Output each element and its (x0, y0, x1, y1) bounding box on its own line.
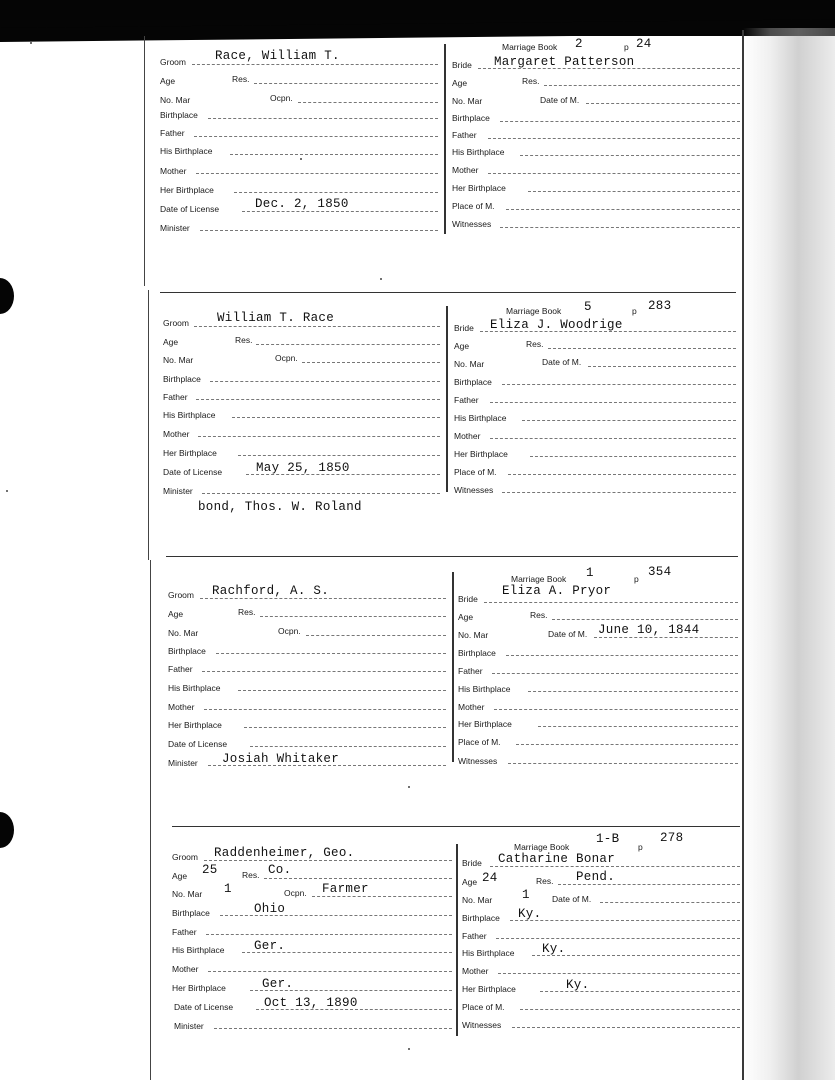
bride-no-mar-label: No. Mar (454, 359, 485, 369)
field-line (234, 192, 438, 193)
bride-birthplace-label: Birthplace (462, 913, 500, 923)
age-label: Age (168, 609, 184, 619)
field-line (492, 673, 738, 674)
card-top-rule (166, 556, 738, 557)
date-of-license-value: May 25, 1850 (256, 461, 350, 475)
bride-no-mar-label: No. Mar (452, 96, 483, 106)
bride-res-label: Res. (522, 76, 540, 86)
punch-hole (0, 812, 14, 848)
groom-ocpn-value: Farmer (322, 882, 369, 896)
field-line (196, 173, 438, 174)
field-line (256, 344, 440, 345)
groom-birthplace-value: Ohio (254, 902, 286, 916)
field-line (312, 896, 452, 897)
groom-name: William T. Race (217, 311, 335, 325)
bride-label: Bride (454, 323, 474, 333)
field-line (192, 64, 438, 65)
field-line (204, 709, 446, 710)
marriage-book-number: 5 (584, 300, 592, 314)
bride-her-birthplace-label: Her Birthplace (458, 719, 512, 729)
page-label: p (634, 574, 639, 584)
film-speck (408, 786, 410, 788)
card-divider (452, 572, 454, 762)
witnesses-label: Witnesses (454, 485, 494, 495)
field-line (532, 955, 740, 956)
bride-name: Catharine Bonar (498, 852, 616, 866)
field-line (540, 991, 740, 992)
film-speck (30, 42, 32, 44)
field-line (208, 971, 452, 972)
date-of-m-label: Date of M. (540, 95, 580, 105)
film-speck (408, 1048, 410, 1050)
field-line (216, 653, 446, 654)
bride-label: Bride (458, 594, 478, 604)
minister-label: Minister (163, 486, 193, 496)
groom-no-mar-value: 1 (224, 882, 232, 896)
no-mar-label: No. Mar (172, 889, 203, 899)
field-line (196, 399, 440, 400)
age-label: Age (160, 76, 176, 86)
field-line (490, 402, 736, 403)
bride-date-of-m-value: June 10, 1844 (598, 623, 700, 637)
page-label: p (624, 42, 629, 52)
field-line (586, 103, 740, 104)
field-line (548, 348, 736, 349)
field-line (544, 85, 740, 86)
field-line (264, 878, 452, 879)
date-of-m-label: Date of M. (542, 357, 582, 367)
bride-mother-label: Mother (458, 702, 485, 712)
no-mar-label: No. Mar (168, 628, 199, 638)
field-line (206, 934, 452, 935)
field-line (494, 709, 738, 710)
minister-label: Minister (168, 758, 198, 768)
ocpn-label: Ocpn. (275, 353, 298, 363)
field-line (230, 154, 438, 155)
card-left-edge (144, 36, 145, 286)
bond-note: bond, Thos. W. Roland (198, 500, 362, 514)
minister-name: Josiah Whitaker (222, 752, 340, 766)
his-birthplace-label: His Birthplace (172, 945, 225, 955)
field-line (200, 598, 446, 599)
field-line (242, 211, 438, 212)
field-line (214, 1028, 452, 1029)
groom-name: Raddenheimer, Geo. (214, 846, 355, 860)
bride-name: Eliza A. Pryor (502, 584, 612, 598)
card-divider (444, 44, 446, 234)
field-line (588, 366, 736, 367)
mother-label: Mother (163, 429, 190, 439)
field-line (512, 1027, 740, 1028)
marriage-book-number: 2 (575, 37, 583, 51)
groom-age-value: 25 (202, 863, 218, 877)
field-line (538, 726, 738, 727)
marriage-book-label: Marriage Book (511, 574, 567, 584)
his-birthplace-label: His Birthplace (163, 410, 216, 420)
field-line (200, 230, 438, 231)
page-number: 24 (636, 37, 652, 51)
place-of-m-label: Place of M. (462, 1002, 505, 1012)
field-line (488, 138, 740, 139)
minister-label: Minister (160, 223, 190, 233)
age-label: Age (172, 871, 188, 881)
field-line (238, 690, 446, 691)
marriage-card-4 (172, 826, 740, 1036)
field-line (204, 860, 452, 861)
field-line (298, 102, 438, 103)
field-line (484, 602, 738, 603)
his-birthplace-label: His Birthplace (160, 146, 213, 156)
field-line (306, 635, 446, 636)
field-line (522, 420, 736, 421)
mother-label: Mother (160, 166, 187, 176)
page-label: p (632, 306, 637, 316)
field-line (506, 209, 740, 210)
bride-mother-label: Mother (462, 966, 489, 976)
ocpn-label: Ocpn. (270, 93, 293, 103)
field-line (558, 884, 740, 885)
bride-her-birthplace-label: Her Birthplace (462, 984, 516, 994)
card-top-rule (160, 292, 736, 293)
date-of-license-value: Dec. 2, 1850 (255, 197, 349, 211)
father-label: Father (168, 664, 193, 674)
field-line (232, 417, 440, 418)
date-of-m-label: Date of M. (552, 894, 592, 904)
field-line (516, 744, 738, 745)
field-line (194, 136, 438, 137)
her-birthplace-label: Her Birthplace (163, 448, 217, 458)
field-line (202, 671, 446, 672)
field-line (260, 616, 446, 617)
field-line (502, 384, 736, 385)
bride-name: Eliza J. Woodrige (490, 318, 623, 332)
marriage-card-3 (166, 556, 738, 768)
date-of-license-label: Date of License (168, 739, 228, 749)
field-line (202, 493, 440, 494)
field-line (508, 474, 736, 475)
film-right-edge (743, 28, 835, 1080)
field-line (194, 326, 440, 327)
her-birthplace-label: Her Birthplace (160, 185, 214, 195)
bride-father-label: Father (454, 395, 479, 405)
bride-birthplace-label: Birthplace (458, 648, 496, 658)
date-of-license-label: Date of License (174, 1002, 234, 1012)
no-mar-label: No. Mar (163, 355, 194, 365)
res-label: Res. (238, 607, 256, 617)
bride-mother-label: Mother (454, 431, 481, 441)
date-of-license-value: Oct 13, 1890 (264, 996, 358, 1010)
field-line (238, 455, 440, 456)
minister-label: Minister (174, 1021, 204, 1031)
birthplace-label: Birthplace (160, 110, 198, 120)
witnesses-label: Witnesses (452, 219, 492, 229)
groom-label: Groom (168, 590, 194, 600)
card-left-edge (150, 560, 151, 1080)
bride-label: Bride (462, 858, 482, 868)
field-line (520, 1009, 740, 1010)
age-label: Age (163, 337, 179, 347)
field-line (508, 763, 738, 764)
place-of-m-label: Place of M. (452, 201, 495, 211)
bride-name: Margaret Patterson (494, 55, 635, 69)
bride-her-birthplace-label: Her Birthplace (454, 449, 508, 459)
mother-label: Mother (172, 964, 199, 974)
father-label: Father (163, 392, 188, 402)
page-label: p (638, 842, 643, 852)
field-line (220, 915, 452, 916)
marriage-card-1 (158, 37, 740, 234)
punch-hole (0, 278, 14, 314)
date-of-license-label: Date of License (163, 467, 223, 477)
res-label: Res. (232, 74, 250, 84)
field-line (480, 331, 736, 332)
witnesses-label: Witnesses (458, 756, 498, 766)
film-speck (380, 278, 382, 280)
field-line (530, 456, 736, 457)
groom-label: Groom (160, 57, 186, 67)
res-label: Res. (242, 870, 260, 880)
groom-name: Rachford, A. S. (212, 584, 330, 598)
bride-his-birthplace-label: His Birthplace (452, 147, 505, 157)
field-line (302, 362, 440, 363)
birthplace-label: Birthplace (163, 374, 201, 384)
marriage-book-number: 1 (586, 566, 594, 580)
field-line (490, 866, 740, 867)
field-line (208, 118, 438, 119)
bride-res-label: Res. (536, 876, 554, 886)
field-line (478, 68, 740, 69)
bride-no-mar-label: No. Mar (462, 895, 493, 905)
place-of-m-label: Place of M. (458, 737, 501, 747)
field-line (520, 155, 740, 156)
groom-label: Groom (172, 852, 198, 862)
mother-label: Mother (168, 702, 195, 712)
bride-her-birthplace-value: Ky. (566, 978, 590, 992)
field-line (244, 727, 446, 728)
field-line (208, 765, 446, 766)
his-birthplace-label: His Birthplace (168, 683, 221, 693)
father-label: Father (172, 927, 197, 937)
birthplace-label: Birthplace (168, 646, 206, 656)
place-of-m-label: Place of M. (454, 467, 497, 477)
field-line (502, 492, 736, 493)
bride-res-label: Res. (526, 339, 544, 349)
field-line (210, 381, 440, 382)
film-right-rule (742, 30, 744, 1080)
marriage-card-2 (160, 292, 736, 504)
bride-age-label: Age (452, 78, 468, 88)
field-line (594, 637, 738, 638)
field-line (250, 746, 446, 747)
bride-res-value: Pend. (576, 870, 616, 884)
bride-age-label: Age (454, 341, 470, 351)
groom-name: Race, William T. (215, 49, 340, 63)
ocpn-label: Ocpn. (278, 626, 301, 636)
field-line (256, 1009, 452, 1010)
field-line (552, 619, 738, 620)
field-line (528, 191, 740, 192)
bride-birthplace-label: Birthplace (452, 113, 490, 123)
bride-no-mar-value: 1 (522, 888, 530, 902)
bride-age-label: Age (462, 877, 478, 887)
ocpn-label: Ocpn. (284, 888, 307, 898)
bride-father-label: Father (462, 931, 487, 941)
bride-her-birthplace-label: Her Birthplace (452, 183, 506, 193)
page-number: 278 (660, 831, 684, 845)
her-birthplace-label: Her Birthplace (172, 983, 226, 993)
field-line (490, 438, 736, 439)
witnesses-label: Witnesses (462, 1020, 502, 1030)
film-speck (6, 490, 8, 492)
field-line (500, 227, 740, 228)
her-birthplace-label: Her Birthplace (168, 720, 222, 730)
page-number: 354 (648, 565, 672, 579)
field-line (528, 691, 738, 692)
card-divider (446, 306, 448, 492)
bride-mother-label: Mother (452, 165, 479, 175)
bride-birthplace-label: Birthplace (454, 377, 492, 387)
bride-no-mar-label: No. Mar (458, 630, 489, 640)
bride-birthplace-value: Ky. (518, 907, 542, 921)
no-mar-label: No. Mar (160, 95, 191, 105)
field-line (500, 121, 740, 122)
bride-age-value: 24 (482, 871, 498, 885)
field-line (254, 83, 438, 84)
bride-his-birthplace-value: Ky. (542, 942, 566, 956)
field-line (246, 474, 440, 475)
field-line (510, 920, 740, 921)
marriage-book-number: 1-B (596, 832, 620, 846)
card-left-edge (148, 290, 149, 560)
father-label: Father (160, 128, 185, 138)
marriage-book-label: Marriage Book (502, 42, 558, 52)
field-line (496, 938, 740, 939)
card-top-rule (172, 826, 740, 827)
bride-father-label: Father (458, 666, 483, 676)
bride-age-label: Age (458, 612, 474, 622)
marriage-book-label: Marriage Book (506, 306, 562, 316)
field-line (242, 952, 452, 953)
groom-his-birthplace-value: Ger. (254, 939, 286, 953)
field-line (250, 990, 452, 991)
page-number: 283 (648, 299, 672, 313)
bride-res-label: Res. (530, 610, 548, 620)
bride-father-label: Father (452, 130, 477, 140)
birthplace-label: Birthplace (172, 908, 210, 918)
groom-res-value: Co. (268, 863, 292, 877)
bride-his-birthplace-label: His Birthplace (458, 684, 511, 694)
field-line (488, 173, 740, 174)
res-label: Res. (235, 335, 253, 345)
bride-his-birthplace-label: His Birthplace (462, 948, 515, 958)
bride-label: Bride (452, 60, 472, 70)
field-line (506, 655, 738, 656)
marriage-book-label: Marriage Book (514, 842, 570, 852)
field-line (498, 973, 740, 974)
bride-his-birthplace-label: His Birthplace (454, 413, 507, 423)
field-line (198, 436, 440, 437)
groom-label: Groom (163, 318, 189, 328)
date-of-license-label: Date of License (160, 204, 220, 214)
groom-her-birthplace-value: Ger. (262, 977, 294, 991)
card-divider (456, 844, 458, 1036)
date-of-m-label: Date of M. (548, 629, 588, 639)
field-line (600, 902, 740, 903)
